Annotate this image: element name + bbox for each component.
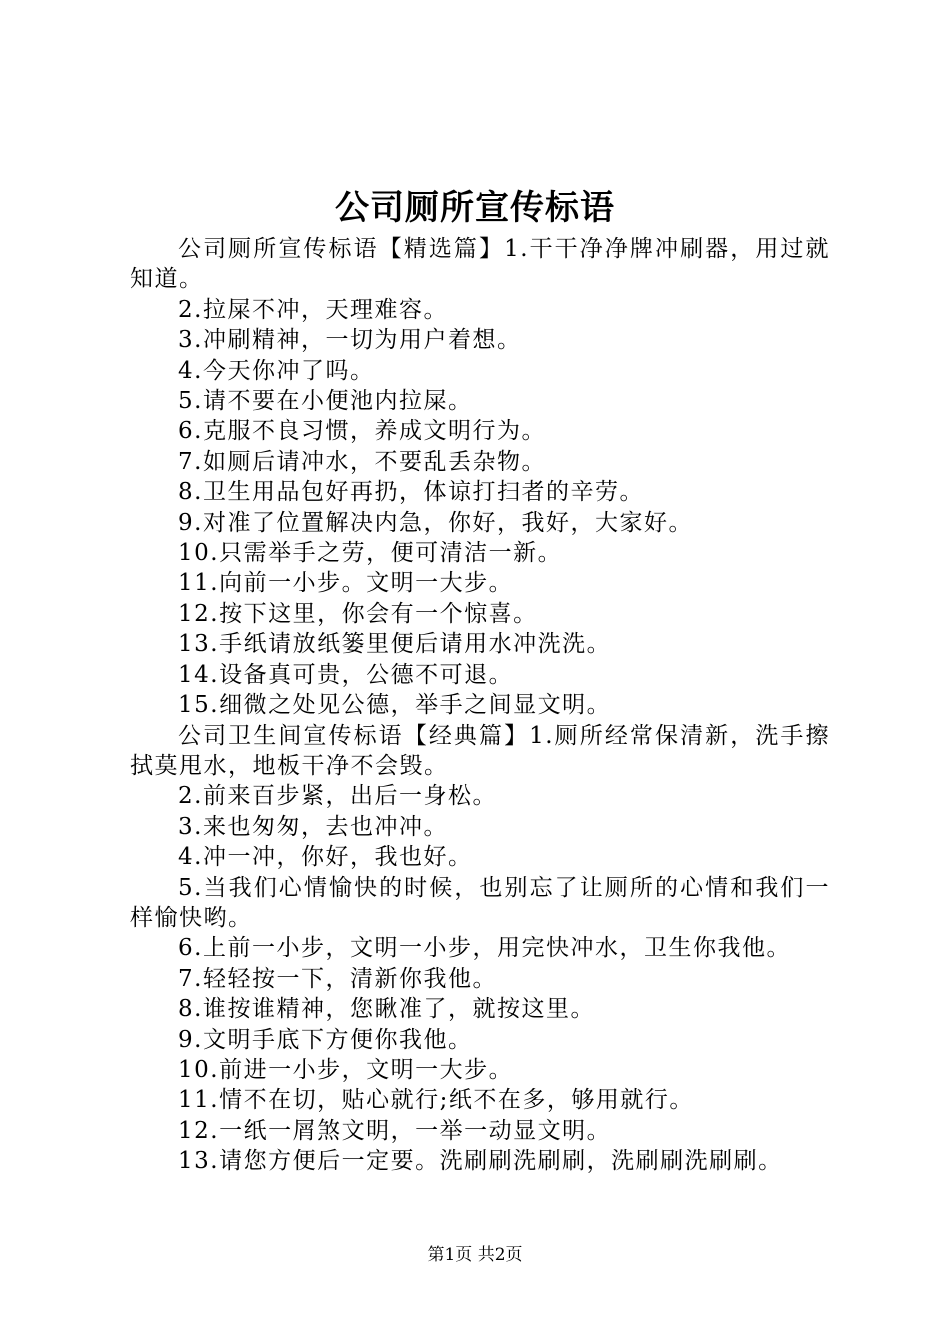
paragraph: 11.情不在切，贴心就行;纸不在多，够用就行。 bbox=[178, 1087, 694, 1114]
paragraph: 4.今天你冲了吗。 bbox=[178, 357, 375, 384]
paragraph: 9.文明手底下方便你我他。 bbox=[178, 1026, 473, 1053]
paragraph: 14.设备真可贵，公德不可退。 bbox=[178, 661, 514, 688]
paragraph: 10.只需举手之劳，便可清洁一新。 bbox=[178, 540, 563, 567]
paragraph: 公司厕所宣传标语【精选篇】1.干干净净牌冲刷器，用过就知道。 bbox=[130, 236, 830, 293]
paragraph: 13.请您方便后一定要。洗刷刷洗刷刷，洗刷刷洗刷刷。 bbox=[178, 1148, 783, 1175]
paragraph: 7.如厕后请冲水，不要乱丢杂物。 bbox=[178, 448, 546, 475]
paragraph: 9.对准了位置解决内急，你好，我好，大家好。 bbox=[178, 509, 693, 536]
paragraph: 6.克服不良习惯，养成文明行为。 bbox=[178, 418, 546, 445]
paragraph: 2.拉屎不冲，天理难容。 bbox=[178, 296, 448, 323]
page-title: 公司厕所宣传标语 bbox=[335, 188, 615, 228]
paragraph: 公司卫生间宣传标语【经典篇】1.厕所经常保清新，洗手擦拭莫甩水，地板干净不会毁。 bbox=[130, 722, 830, 779]
paragraph: 2.前来百步紧，出后一身松。 bbox=[178, 783, 497, 810]
paragraph: 5.请不要在小便池内拉屎。 bbox=[178, 388, 473, 415]
paragraph: 3.冲刷精神，一切为用户着想。 bbox=[178, 327, 522, 354]
paragraph: 4.冲一冲，你好，我也好。 bbox=[178, 844, 473, 871]
paragraph: 10.前进一小步，文明一大步。 bbox=[178, 1056, 514, 1083]
page-footer: 第1页 共2页 bbox=[427, 1245, 523, 1265]
paragraph: 13.手纸请放纸篓里便后请用水冲洗洗。 bbox=[178, 631, 612, 658]
paragraph: 6.上前一小步，文明一小步，用完快冲水，卫生你我他。 bbox=[178, 935, 791, 962]
paragraph: 7.轻轻按一下，清新你我他。 bbox=[178, 965, 497, 992]
paragraph: 3.来也匆匆，去也冲冲。 bbox=[178, 813, 448, 840]
paragraph: 5.当我们心情愉快的时候，也别忘了让厕所的心情和我们一样愉快哟。 bbox=[130, 874, 830, 931]
paragraph: 8.谁按谁精神，您瞅准了，就按这里。 bbox=[178, 996, 595, 1023]
paragraph: 15.细微之处见公德，举手之间显文明。 bbox=[178, 692, 612, 719]
paragraph: 11.向前一小步。文明一大步。 bbox=[178, 570, 514, 597]
paragraph: 8.卫生用品包好再扔，体谅打扫者的辛劳。 bbox=[178, 479, 644, 506]
paragraph: 12.一纸一屑煞文明，一举一动显文明。 bbox=[178, 1117, 612, 1144]
document-body bbox=[130, 234, 830, 1177]
paragraph: 12.按下这里，你会有一个惊喜。 bbox=[178, 600, 538, 627]
